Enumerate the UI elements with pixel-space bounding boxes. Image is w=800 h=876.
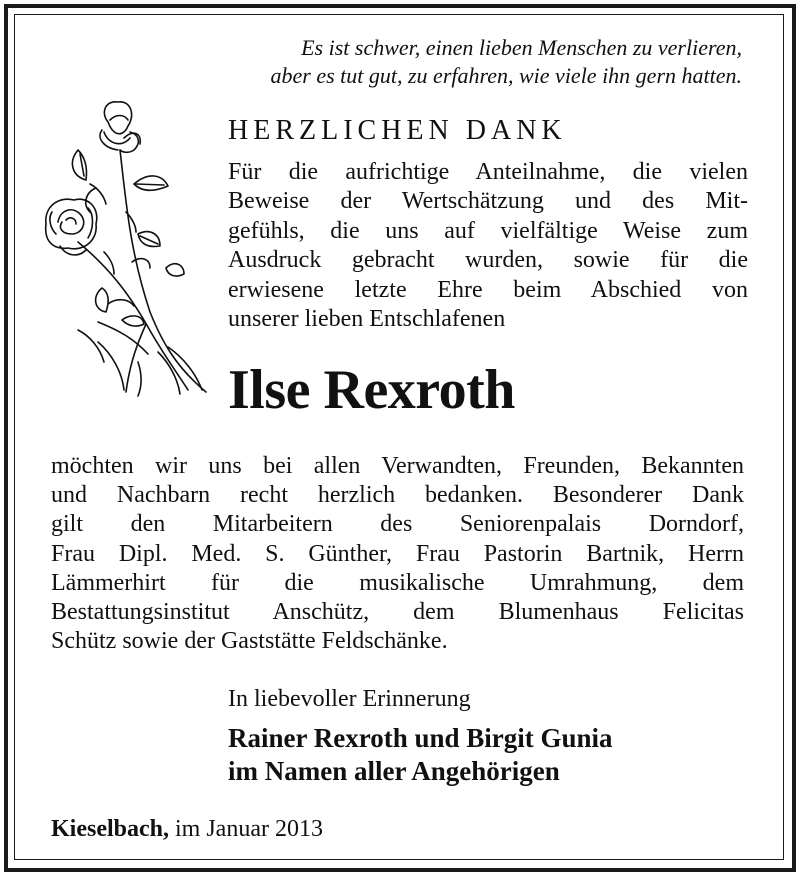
thanks-line: gilt den Mitarbeitern des Seniorenpalais Dorndorf, xyxy=(51,511,744,538)
thanks-line: Schütz sowie der Gaststätte Feldschänke. xyxy=(51,628,448,655)
thanks-line: Lämmerhirt für die musikalische Umrahmung, dem xyxy=(51,569,744,596)
motto-line-1: Es ist schwer, einen lieben Menschen zu verlieren, xyxy=(301,35,742,60)
signers-line-1: Rainer Rexroth und Birgit Gunia xyxy=(228,723,613,753)
signers xyxy=(228,722,613,788)
thanks-line: Frau Dipl. Med. S. Günther, Frau Pastorin Bartnik, Herrn xyxy=(51,540,744,567)
intro-line: erwiesene letzte Ehre beim Abschied von xyxy=(228,276,748,303)
intro-line: Für die aufrichtige Anteilnahme, die vielen xyxy=(228,159,748,185)
thanks-line: Bestattungsinstitut Anschütz, dem Blumenhaus Felicitas xyxy=(51,599,744,626)
place-town: Kieselbach, xyxy=(51,816,169,842)
deceased-name: Ilse Rexroth xyxy=(228,359,515,421)
thanks-line: möchten wir uns bei allen Verwandten, Freunden, Bekannten xyxy=(51,453,744,479)
intro-line: gefühls, die uns auf vielfältige Weise zum xyxy=(228,217,748,244)
motto-line-2: aber es tut gut, zu erfahren, wie viele ihn gern hatten. xyxy=(270,63,742,88)
headline: HERZLICHEN DANK xyxy=(228,115,567,146)
thanks-paragraph xyxy=(51,452,744,656)
thanks-line: und Nachbarn recht herzlich bedanken. Besonderer Dank xyxy=(51,482,744,509)
place-date: im Januar 2013 xyxy=(175,816,323,842)
intro-line: unserer lieben Entschlafenen xyxy=(228,306,506,333)
intro-line: Ausdruck gebracht wurden, sowie für die xyxy=(228,247,748,274)
signers-line-2: im Namen aller Angehörigen xyxy=(228,756,560,786)
closing-phrase: In liebevoller Erinnerung xyxy=(228,686,471,712)
intro-paragraph xyxy=(228,158,748,334)
rose-illustration-icon xyxy=(38,92,218,398)
intro-line: Beweise der Wertschätzung und des Mit- xyxy=(228,188,748,215)
motto xyxy=(150,34,742,90)
place-and-date xyxy=(51,814,323,844)
